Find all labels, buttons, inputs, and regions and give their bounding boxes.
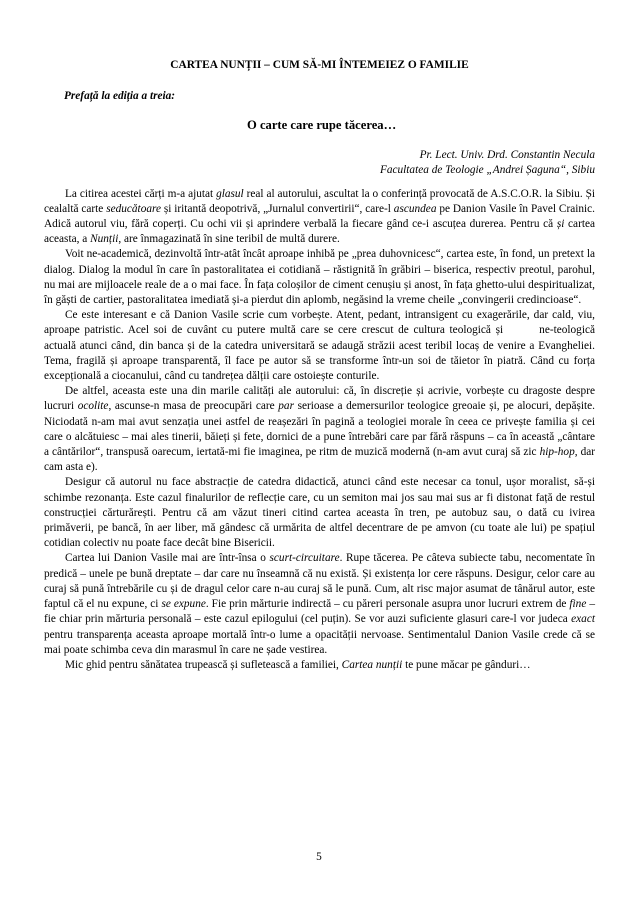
paragraph-text: Ce este interesant e că Danion Vasile scrie cum vorbește. Atent, pedant, intransigent cu exagerările, dar cald, viu, aproape patristic. Acel soi de cuvânt cu putere multă care se cere crescut de cultura teologică și [44,309,595,337]
paragraph-text: pe Danion Vasile în Pavel Crainic. Adică autorul viu, fără coperți. Cu ochi vii și aprindere verbală la fiecare gând ce-i ascuțea durerea. Pentru că [44,202,596,231]
emphasis-text: glasul [216,187,244,200]
body-paragraph [44,384,595,475]
emphasis-text: ocolite [77,400,109,413]
paragraph-text: , ascunse-n masa de preocupări care [108,400,279,413]
emphasis-text: seducătoare [106,202,161,215]
preface-label: Prefață la ediția a treia: [64,90,176,103]
paragraph-text: serioase a demersurilor teologice greoaie și, pe alocuri, depășite. Niciodată n-am mai avut senzația unei astfel de reașezări în pagină a teologiei morale în ceea ce privește familia și cei care o alcătuiesc – mai ales tinerii, băieți și fete, dornici de a pune întrebări care par fără răspuns – ca în această „cântare a cântărilor“, transpusă oarecum, iertată-mi fie imaginea, pe ritm de muzică modernă (n-am avut curaj să zic [44,400,596,459]
paragraph-text: . Fie prin mărturie indirectă – cu păreri personale asupra unor lucruri extrem de [205,598,570,611]
paragraph-text: – fie chiar prin mărturia personală – este cazul epilogului (cel puțin). Se vor auzi suficiente glasuri care-l vor judeca [44,598,595,626]
emphasis-text: scurt-circuitare [269,552,340,565]
emphasis-text: Cartea nunții [341,658,403,671]
emphasis-text: fine [569,598,587,611]
paragraph-text: , are înmagazinată în sine teribil de multă durere. [118,233,340,246]
paragraph-text: pentru transparența aceasta aproape mortală într-o lume a opacității nervoase. Sentimentalul Danion Vasile crede că se mai poate schimba ceva din marasmul în care ne șade vestirea. [44,628,595,656]
emphasis-text: exact [571,613,595,626]
paragraph-text: Voit ne-academică, dezinvoltă într-atât încât aproape inhibă pe „prea duhovnicesc“, cartea este, în fond, un pretext la dialog. Dialog la modul în care în pastoralitatea ei cotidiană – răstignită în grăbiri – biserica, respectiv preotul, parohul, nu mai are mijloacele reale de a o mai face. În fața coloșilor de ciment cenușiu și anost, în fața ghetto-ului despiritualizat, în găști de cartier, pastoralitatea imediată și-a pierdut din aplomb, negăsind la vreme cheile „convingerii credincioase“. [44,248,595,307]
emphasis-text: se expune [161,598,206,611]
paragraph-text: real al autorului, ascultat la o conferință provocată de A.S.C.O.R. la Sibiu. Și cealaltă carte [44,187,595,215]
author-name: Pr. Lect. Univ. Drd. Constantin Necula [419,148,595,161]
page-number: 5 [316,851,322,863]
emphasis-text: par [278,400,294,413]
emphasis-text: Nunții [90,233,119,246]
body-paragraph [44,551,595,657]
body-text [44,187,595,674]
paragraph-text: ne-teologică actuală atunci când, din banca și de la catedra universitară se adaugă străzii acest teribil locaș de venire a Evangheliei. Tema, fragilă și aproape transparentă, îl face pe autor să se transforme într-un soi de tăietor în piatră. Când cu forța excepțională a ciocanului, când cu tandrețea dălții care ostoiește conturile. [44,324,595,383]
paragraph-text: . Rupe tăcerea. Pe câteva subiecte tabu, necomentate în predică – unele pe bună dreptate – dar care nu înseamnă că nu există. Și existența lor cere răspuns. Desigur, celor care au curaj să pună întrebările cu și de dragul celor care n-au curaj să le pună. Cum, alt risc major asumat de tânărul autor, este faptul că el nu expune, ci [44,552,595,611]
document-title: CARTEA NUNȚII – CUM SĂ-MI ÎNTEMEIEZ O FAMILIE [170,59,469,71]
emphasis-text: hip-hop [539,446,575,459]
preface-subtitle: O carte care rupe tăcerea… [247,118,397,133]
emphasis-text: ascundea [393,202,437,215]
body-paragraph [44,308,595,384]
paragraph-text: te pune măcar pe gânduri… [402,658,531,671]
emphasis-text: și [556,218,565,231]
paragraph-text: Desigur că autorul nu face abstracție de catedra didactică, atunci când este necesar ca tonul, ușor moralist, să-și schimbe rezonanța. Este cazul finalurilor de reflecție care, cu un semiton mai jos sau mai sus ar fi distonat față de restul construcției cărturărești. Pentru că am văzut tineri citind cartea aceasta în tren, pe autobuz sau, o dată cu ivirea primăverii, pe bancă, în aer liber, mă gândesc că urmărita de altfel decentrare de pe amvon (cu toate ale lui) pe spațiul cotidian colectiv nu poate face decât bine Bisericii. [44,476,595,550]
author-affiliation: Facultatea de Teologie „Andrei Șaguna“, Sibiu [379,163,595,176]
body-paragraph [44,475,595,551]
body-paragraph [44,247,595,308]
paragraph-text: La citirea acestei cărți m-a ajutat [65,187,217,200]
author-block [44,148,595,178]
paragraph-text: , dar cam asta e). [44,446,595,474]
paragraph-text: Mic ghid pentru sănătatea trupească și sufletească a familiei, [65,658,342,671]
paragraph-text: Cartea lui Danion Vasile mai are într-însa o [65,552,270,565]
paragraph-text: cartea aceasta, a [44,218,595,246]
paragraph-text: și iritantă deopotrivă, „Jurnalul convertirii“, care-l [160,202,394,215]
body-paragraph [44,187,595,248]
paragraph-text: De altfel, aceasta este una din marile calități ale autorului: că, în discreție și acrivie, vorbește cu dragoste despre lucruri [44,385,595,413]
body-paragraph [44,658,595,673]
